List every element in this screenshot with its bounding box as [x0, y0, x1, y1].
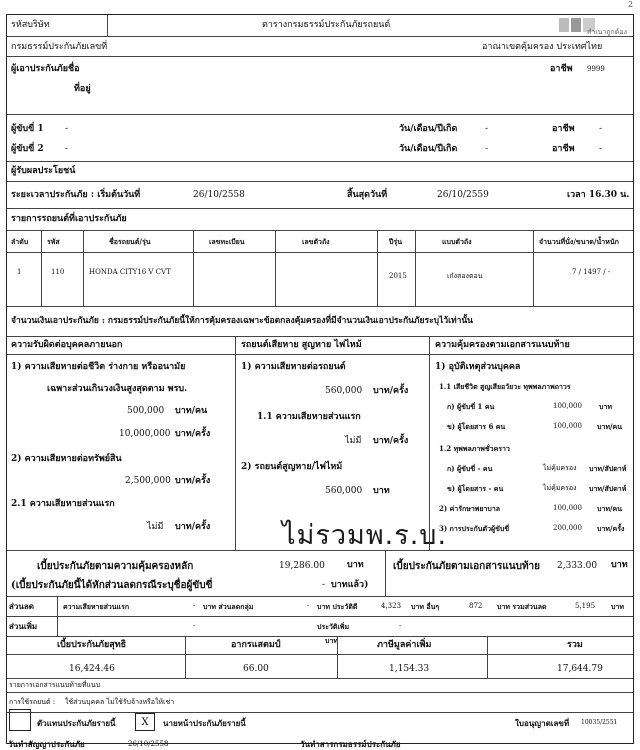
- c2-value2: ไม่มี: [345, 436, 362, 446]
- c2-value3: 560,000: [325, 486, 363, 496]
- premium-main-value: 19,286.00: [279, 561, 325, 571]
- vehicle-header-model: ชื่อรถยนต์/รุ่น: [109, 237, 151, 246]
- insured-name-label: ผู้เอาประกันภัยชื่อ: [11, 64, 80, 74]
- c3-line4: ข) ผู้โดยสาร 6 คน: [447, 422, 506, 431]
- driver-2-dob-value: -: [485, 144, 489, 154]
- vehicle-code: 110: [51, 268, 65, 276]
- driver-2-dob-label: วัน/เดือน/ปีเกิด: [399, 144, 458, 154]
- driver-2-value: -: [65, 144, 69, 154]
- c3-unit8: บาท/คน: [597, 504, 623, 513]
- discount-d1: -: [193, 602, 196, 610]
- vehicle-section-title: รายการรถยนต์ที่เอาประกันภัย: [11, 214, 127, 224]
- license-number: 10035/2551: [581, 719, 618, 726]
- jurisdiction: อาณาเขตคุ้มครอง ประเทศไทย: [482, 42, 603, 52]
- c3-line8: 2) ค่ารักษาพยาบาล: [439, 504, 501, 513]
- period-time: เวลา 16.30 น.: [567, 190, 630, 200]
- c3-value6: ไม่คุ้มครอง: [543, 464, 577, 472]
- discount-d2: -: [307, 602, 310, 610]
- c2-line3: 2) รถยนต์สูญหาย/ไฟไหม้: [241, 462, 343, 472]
- c1-value2: 10,000,000: [119, 429, 171, 439]
- company-code-label: รหัสบริษัท: [11, 20, 50, 30]
- coverage-col3-title: ความคุ้มครองตามเอกสารแนบท้าย: [435, 340, 570, 350]
- coverage-col2-title: รถยนต์เสียหาย สูญหาย ไฟไหม้: [241, 340, 362, 350]
- c3-value9: 200,000: [553, 524, 582, 532]
- coverage-col1-title: ความรับผิดต่อบุคคลภายนอก: [11, 340, 123, 350]
- vehicle-no: 1: [17, 268, 22, 276]
- policy-number-label: กรมธรรม์ประกันภัยเลขที่: [11, 42, 108, 52]
- vehicle-header-seats: จำนวนที่นั่ง/ขนาด/น้ำหนัก: [539, 237, 619, 246]
- agent-label: ตัวแทนประกันภัยรายนี้: [37, 718, 116, 728]
- attachments-label: รายการเอกสารแนบท้ายที่แนบ: [9, 681, 101, 689]
- discount-row: [7, 597, 633, 617]
- contract-date: 26/10/2558: [128, 740, 169, 748]
- premium-endorse-unit: บาท: [611, 560, 628, 570]
- not-included-stamp: ไม่รวมพ.ร.บ.: [282, 520, 448, 551]
- c1-unit2: บาท/ครั้ง: [175, 429, 211, 439]
- surcharge-row: [7, 617, 633, 637]
- totals-header-net: เบี้ยประกันภัยสุทธิ: [57, 640, 127, 650]
- c3-value7: ไม่คุ้มครอง: [543, 484, 577, 492]
- totals-header-vat: ภาษีมูลค่าเพิ่ม: [377, 640, 432, 650]
- totals-total: 17,644.79: [557, 664, 603, 674]
- driver-2-occupation-value: -: [599, 144, 603, 154]
- discount-total-unit: บาท: [611, 602, 624, 611]
- contract-date-label: วันทำสัญญาประกันภัย: [8, 739, 85, 749]
- c3-line2: 1.1 เสียชีวิต สูญเสียอวัยวะ ทุพพลภาพถาวร: [439, 382, 571, 391]
- premium-main-row: [7, 551, 633, 597]
- vehicle-year: 2015: [389, 272, 407, 280]
- vehicle-header-body: แบบตัวถัง: [442, 237, 472, 246]
- surcharge-history-value: -: [399, 622, 402, 630]
- period-end-label: สิ้นสุดวันที่: [347, 190, 388, 200]
- beneficiary-label: ผู้รับผลประโยชน์: [11, 166, 76, 176]
- totals-header-row: [7, 637, 633, 655]
- c3-unit4: บาท/คน: [597, 422, 623, 431]
- policy-schedule: [6, 14, 634, 744]
- surcharge-unit: บาท: [325, 636, 338, 645]
- c1-line2: เฉพาะส่วนเกินวงเงินสูงสุดตาม พรบ.: [47, 384, 188, 394]
- driver-2-occupation-label: อาชีพ: [552, 144, 575, 154]
- usage-label: การใช้รถยนต์ :: [9, 698, 56, 706]
- broker-label: นายหน้าประกันภัยรายนี้: [163, 718, 246, 728]
- driver-1-label: ผู้ขับขี่ 1: [11, 124, 44, 134]
- vehicle-header-row: [7, 231, 633, 253]
- sum-insured-note: จำนวนเงินเอาประกันภัย : กรมธรรม์ประกันภัยนี้ให้การคุ้มครองเฉพาะข้อตกลงคุ้มครองที่มีจำนวนเงินเอาประกันภัยระบุไว้เท่านั้น: [11, 316, 473, 326]
- surcharge-value: -: [193, 622, 196, 630]
- c3-value4: 100,000: [553, 422, 582, 430]
- document-title: ตารางกรมธรรม์ประกันภัยรถยนต์: [262, 20, 391, 30]
- discount-d1-label: บาท ส่วนลดกลุ่ม: [203, 602, 254, 611]
- vehicle-body: เก๋งสองตอน: [447, 272, 483, 280]
- c3-value3: 100,000: [553, 402, 582, 410]
- c1-value3: 2,500,000: [125, 476, 171, 486]
- totals-stamp: 66.00: [243, 664, 269, 674]
- period-start-label: ระยะเวลาประกันภัย : เริ่มต้นวันที่: [11, 190, 141, 200]
- beneficiary-row: [7, 162, 633, 182]
- c1-unit1: บาท/คน: [175, 406, 208, 416]
- period-end-date: 26/10/2559: [437, 190, 489, 200]
- c3-unit9: บาท/ครั้ง: [597, 524, 625, 533]
- company-logo-stamp: [557, 15, 627, 37]
- premium-main-note: (เบี้ยประกันภัยนี้ได้หักส่วนลดกรณีระบุชื่อผู้ขับขี่: [11, 580, 213, 591]
- c3-unit6: บาท/สัปดาห์: [589, 464, 627, 473]
- discount-d2-label: บาท ประวัติดี: [317, 602, 358, 611]
- c3-line7: ข) ผู้โดยสาร - คน: [447, 484, 504, 493]
- usage-row: [7, 693, 633, 713]
- agent-row: [7, 713, 633, 733]
- premium-main-note-value: -: [322, 580, 326, 590]
- attachments-row: [7, 679, 633, 693]
- broker-checkbox[interactable]: X: [135, 713, 155, 731]
- c1-unit4: บาท/ครั้ง: [175, 522, 211, 532]
- vehicle-header-year: ปีรุ่น: [389, 237, 402, 246]
- premium-main-note-unit: บาทแล้ว): [331, 580, 369, 590]
- policy-number-row: [7, 37, 633, 57]
- surcharge-history-label: ประวัติเพิ่ม: [317, 622, 350, 631]
- driver-1-dob-label: วัน/เดือน/ปีเกิด: [399, 124, 458, 134]
- c1-line1: 1) ความเสียหายต่อชีวิต ร่างกาย หรืออนามัย: [11, 362, 186, 372]
- driver-1-occupation-label: อาชีพ: [552, 124, 575, 134]
- insured-occupation-label: อาชีพ: [550, 64, 573, 74]
- sum-insured-row: [7, 307, 633, 337]
- premium-main-label: เบี้ยประกันภัยตามความคุ้มครองหลัก: [37, 561, 194, 572]
- discount-total: 5,195: [575, 602, 596, 610]
- vehicle-header-no: ลำดับ: [11, 237, 29, 246]
- premium-endorse-value: 2,333.00: [557, 561, 598, 571]
- vehicle-title-row: [7, 209, 633, 231]
- c3-line9: 3) การประกันตัวผู้ขับขี่: [439, 524, 510, 533]
- coverage-header-row: [7, 337, 633, 355]
- driver-1-occupation-value: -: [599, 124, 603, 134]
- c2-value1: 560,000: [325, 386, 363, 396]
- drivers-section: [7, 115, 633, 162]
- insured-address-label: ที่อยู่: [74, 84, 91, 94]
- c1-unit3: บาท/ครั้ง: [175, 476, 211, 486]
- vehicle-seats: 7 / 1497 / -: [572, 268, 611, 276]
- driver-2-label: ผู้ขับขี่ 2: [11, 144, 44, 154]
- insured-occupation-value: 9999: [587, 65, 605, 73]
- discount-d3-label: บาท อื่นๆ: [411, 602, 440, 611]
- period-row: [7, 182, 633, 209]
- vehicle-model: HONDA CITY16 V CVT: [89, 268, 171, 276]
- header-row: [7, 15, 633, 37]
- discount-label: ส่วนลด: [9, 601, 34, 611]
- vehicle-data-row: [7, 253, 633, 307]
- totals-value-row: [7, 655, 633, 679]
- c2-line2: 1.1 ความเสียหายส่วนแรก: [257, 412, 361, 422]
- totals-header-total: รวม: [567, 640, 583, 650]
- vehicle-header-plate: เลขทะเบียน: [209, 237, 245, 246]
- c3-line5: 1.2 ทุพพลภาพชั่วคราว: [439, 444, 510, 453]
- agent-checkbox[interactable]: [9, 709, 31, 731]
- c3-line1: 1) อุบัติเหตุส่วนบุคคล: [435, 362, 521, 372]
- insured-section: [7, 57, 633, 115]
- discount-item: ความเสียหายส่วนแรก: [63, 602, 130, 611]
- stamp-text: สำเนาถูกต้อง: [587, 28, 627, 36]
- period-start-date: 26/10/2558: [193, 190, 245, 200]
- c2-unit2: บาท/ครั้ง: [373, 436, 409, 446]
- page-corner-mark: 2: [628, 0, 634, 9]
- discount-d4: 872: [469, 602, 483, 610]
- usage-value: ใช้ส่วนบุคคล ไม่ใช้รับจ้างหรือให้เช่า: [65, 698, 175, 706]
- totals-header-stamp: อากรแสตมป์: [231, 640, 281, 650]
- c2-line1: 1) ความเสียหายต่อรถยนต์: [241, 362, 346, 372]
- c3-unit7: บาท/สัปดาห์: [589, 484, 627, 493]
- c2-unit3: บาท: [373, 486, 390, 496]
- c1-value4: ไม่มี: [147, 522, 164, 532]
- c3-line3: ก) ผู้ขับขี่ 1 คน: [447, 402, 495, 411]
- totals-vat: 1,154.33: [389, 664, 430, 674]
- premium-endorse-label: เบี้ยประกันภัยตามเอกสารแนบท้าย: [393, 561, 541, 572]
- c1-line4: 2.1 ความเสียหายส่วนแรก: [11, 499, 115, 509]
- c3-value8: 100,000: [553, 504, 582, 512]
- discount-total-label: บาท รวมส่วนลด: [497, 602, 547, 611]
- c1-line3: 2) ความเสียหายต่อทรัพย์สิน: [11, 454, 122, 464]
- c3-unit3: บาท: [599, 402, 612, 411]
- premium-main-unit: บาท: [347, 560, 364, 570]
- driver-1-value: -: [65, 124, 69, 134]
- c1-value1: 500,000: [127, 406, 165, 416]
- license-label: ใบอนุญาตเลขที่: [515, 718, 570, 728]
- driver-1-dob-value: -: [485, 124, 489, 134]
- issue-date-label: วันทำสารกรมธรรม์ประกันภัย: [300, 739, 401, 749]
- c2-unit1: บาท/ครั้ง: [373, 386, 409, 396]
- vehicle-header-code: รหัส: [47, 237, 60, 246]
- vehicle-header-chassis: เลขตัวถัง: [302, 237, 330, 246]
- c3-line6: ก) ผู้ขับขี่ - คน: [447, 464, 493, 473]
- totals-net: 16,424.46: [69, 664, 115, 674]
- surcharge-label: ส่วนเพิ่ม: [9, 621, 38, 631]
- discount-d3: 4,323: [381, 602, 402, 610]
